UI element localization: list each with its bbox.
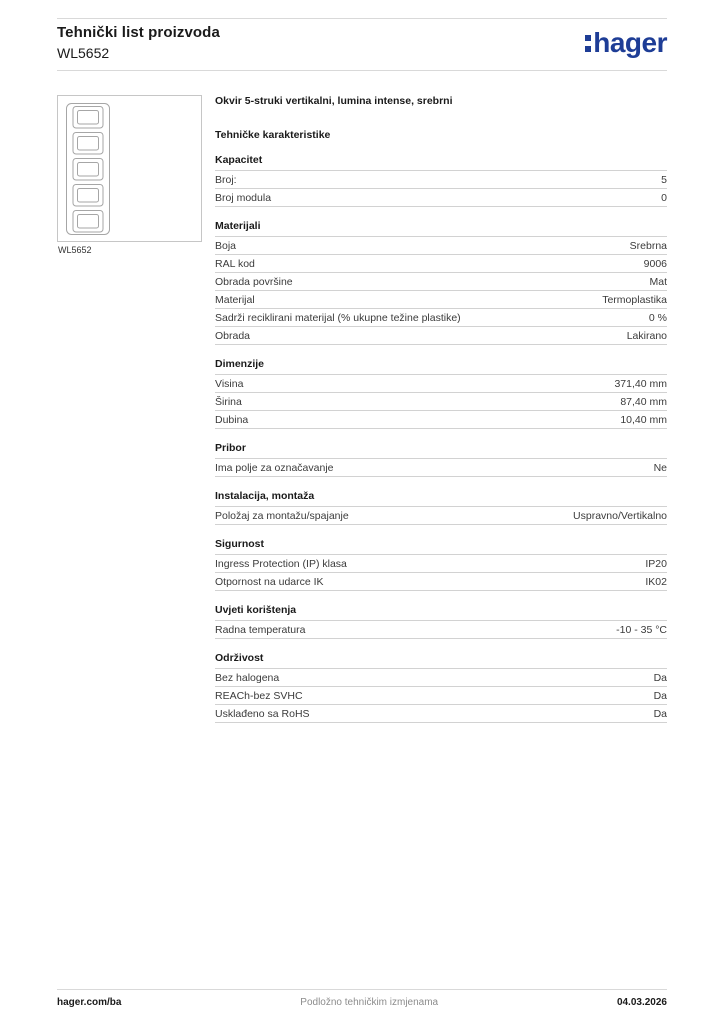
section-heading: Instalacija, montaža <box>215 490 667 507</box>
hager-logo <box>585 27 667 59</box>
spec-value: Da <box>653 707 667 720</box>
section-heading: Pribor <box>215 442 667 459</box>
spec-row <box>215 189 667 207</box>
product-image-caption: WL5652 <box>58 245 92 255</box>
spec-value: Uspravno/Vertikalno <box>573 509 667 522</box>
spec-label: Širina <box>215 395 242 408</box>
tech-characteristics-title: Tehničke karakteristike <box>215 129 331 141</box>
spec-value: IP20 <box>645 557 667 570</box>
spec-section <box>215 442 667 477</box>
section-heading: Sigurnost <box>215 538 667 555</box>
spec-row <box>215 327 667 345</box>
spec-label: RAL kod <box>215 257 255 270</box>
footer-website: hager.com/ba <box>57 997 122 1008</box>
spec-label: Boja <box>215 239 237 252</box>
spec-row <box>215 705 667 723</box>
spec-value: 0 <box>661 191 667 204</box>
spec-label: Broj: <box>215 173 237 186</box>
spec-label: Ima polje za označavanje <box>215 461 334 474</box>
spec-label: Visina <box>215 377 244 390</box>
spec-row <box>215 309 667 327</box>
spec-row <box>215 291 667 309</box>
spec-row <box>215 687 667 705</box>
spec-value: 10,40 mm <box>620 413 667 426</box>
spec-value: 5 <box>661 173 667 186</box>
footer <box>57 989 667 1008</box>
spec-section <box>215 652 667 723</box>
spec-value: Da <box>653 689 667 702</box>
spec-label: Bez halogena <box>215 671 280 684</box>
product-name: Okvir 5-struki vertikalni, lumina intense, srebrni <box>215 95 453 107</box>
spec-label: Ingress Protection (IP) klasa <box>215 557 347 570</box>
spec-label: Obrada površine <box>215 275 293 288</box>
main-content <box>215 95 667 723</box>
section-heading: Uvjeti korištenja <box>215 604 667 621</box>
spec-row <box>215 621 667 639</box>
spec-row <box>215 273 667 291</box>
spec-row <box>215 237 667 255</box>
spec-row <box>215 171 667 189</box>
spec-section <box>215 604 667 639</box>
spec-label: Otpornost na udarce IK <box>215 575 324 588</box>
logo-text: hager <box>593 27 667 58</box>
spec-row <box>215 573 667 591</box>
spec-section <box>215 358 667 429</box>
header <box>57 18 667 71</box>
spec-label: Dubina <box>215 413 249 426</box>
spec-label: Broj modula <box>215 191 272 204</box>
spec-value: Mat <box>649 275 667 288</box>
spec-row <box>215 555 667 573</box>
product-code: WL5652 <box>57 45 110 61</box>
spec-label: Položaj za montažu/spajanje <box>215 509 349 522</box>
spec-row <box>215 507 667 525</box>
spec-row <box>215 255 667 273</box>
spec-section <box>215 538 667 591</box>
footer-disclaimer: Podložno tehničkim izmjenama <box>300 997 439 1008</box>
spec-row <box>215 669 667 687</box>
spec-row <box>215 375 667 393</box>
spec-value: Da <box>653 671 667 684</box>
spec-value: IK02 <box>645 575 667 588</box>
spec-sections <box>215 154 667 723</box>
spec-value: 371,40 mm <box>614 377 667 390</box>
frame-illustration <box>65 102 113 236</box>
section-heading: Materijali <box>215 220 667 237</box>
spec-label: Sadrži reciklirani materijal (% ukupne težine plastike) <box>215 311 461 324</box>
spec-value: Srebrna <box>629 239 667 252</box>
spec-label: Obrada <box>215 329 251 342</box>
page-title: Tehnički list proizvoda <box>57 24 220 41</box>
spec-value: Lakirano <box>626 329 667 342</box>
spec-section <box>215 490 667 525</box>
section-heading: Dimenzije <box>215 358 667 375</box>
spec-value: 9006 <box>643 257 667 270</box>
product-image <box>57 95 202 242</box>
spec-value: Ne <box>653 461 667 474</box>
spec-row <box>215 393 667 411</box>
spec-section <box>215 220 667 345</box>
spec-value: -10 - 35 °C <box>616 623 667 636</box>
spec-row <box>215 411 667 429</box>
footer-date: 04.03.2026 <box>616 997 667 1008</box>
section-heading: Održivost <box>215 652 667 669</box>
spec-label: Materijal <box>215 293 255 306</box>
spec-label: Radna temperatura <box>215 623 306 636</box>
logo-colon-icon <box>585 35 591 52</box>
spec-label: Usklađeno sa RoHS <box>215 707 310 720</box>
spec-value: Termoplastika <box>602 293 667 306</box>
spec-value: 87,40 mm <box>620 395 667 408</box>
section-heading: Kapacitet <box>215 154 667 171</box>
spec-row <box>215 459 667 477</box>
spec-value: 0 % <box>648 311 667 324</box>
spec-label: REACh-bez SVHC <box>215 689 303 702</box>
spec-section <box>215 154 667 207</box>
